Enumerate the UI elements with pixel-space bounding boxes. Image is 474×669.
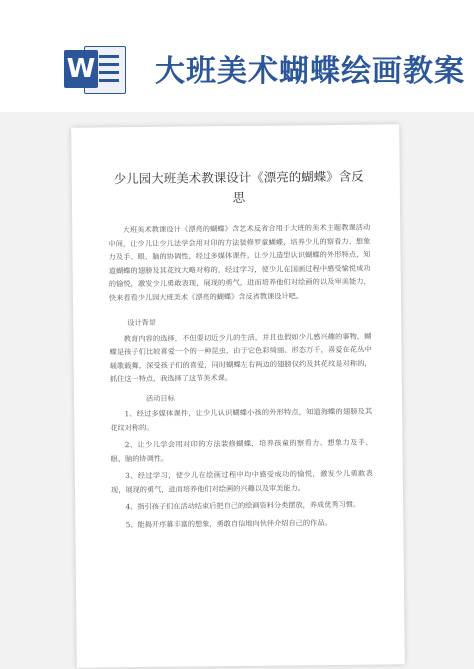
goal-item: 4、指引孩子们在活动结束后把自己的绘画资料分类摆放，养成优秀习惯。 xyxy=(125,499,361,512)
document-page xyxy=(71,124,405,667)
word-document-icon xyxy=(62,40,126,98)
goals-heading: 活动目标 xyxy=(145,393,175,403)
banner-title: 大班美术蝴蝶绘画教案 xyxy=(155,54,465,89)
background-heading: 设计背景 xyxy=(127,317,157,328)
goals-list xyxy=(110,405,373,532)
goal-item: 2、让少儿学会用对印的方法装修蝴蝶，培养孩童的察看力、想象力及手、眼、脑的协调性。 xyxy=(110,437,373,463)
goal-item: 5、能揭开序幕丰富的想象，勇敢自信地向伙伴介绍自己的作品。 xyxy=(125,517,332,529)
intro-paragraph: 大班美术教课设计《漂亮的蝴蝶》含艺术反省合用于大班的美术主题教课活动中间，让少儿让少儿法学会用对印的方法装修罗童蝴蝶，培养少儿的察看力、想象力及手、眼、脑的协调性，经过多媒体课件，让少儿造型认识蝴蝶的外形特点，知道蝴蝶的翅膀及其花纹大略对称的，经过学习，使少儿在国画过程中感受愉悦成功的愉悦，激发少儿勇敢表现，展现的勇气，进而培养他们对绘画的以及审美能力，快来看看少儿园大班美术《漂亮的蝴蝶》含反省教课设计吧。 xyxy=(108,222,371,302)
document-title: 少儿园大班美术教课设计《漂亮的蝴蝶》含反思 xyxy=(113,168,364,206)
goal-item: 1、经过多媒体课件，让少儿认识蝴蝶小孩的外形特点，知道海蝶的翅膀及其花纹对称的。 xyxy=(110,406,373,432)
goal-item: 3、经过学习，使少儿在绘画过程中均中感受成功的愉悦，激发少儿勇敢表现，展现的勇气，进而培养他们对绘画的兴趣以及审美能力。 xyxy=(110,468,373,494)
word-letter-badge: W xyxy=(64,50,98,88)
banner xyxy=(0,0,474,120)
background-paragraph: 教育内容的选择，不但要切近少儿的生活，并且也假如少儿感兴趣的事物，蝴蝶是孩子们比较喜爱一个的一种昆虫，由于它色彩绮丽、形态万千，喜爱在花丛中载歌载舞，深受孩子们的喜爱，同时蝴蝶左右两边的翅膀仅约及其花纹是对称的，抓住这一特点，我选择了这节美术课。 xyxy=(109,331,372,384)
document-preview-area xyxy=(0,112,474,669)
